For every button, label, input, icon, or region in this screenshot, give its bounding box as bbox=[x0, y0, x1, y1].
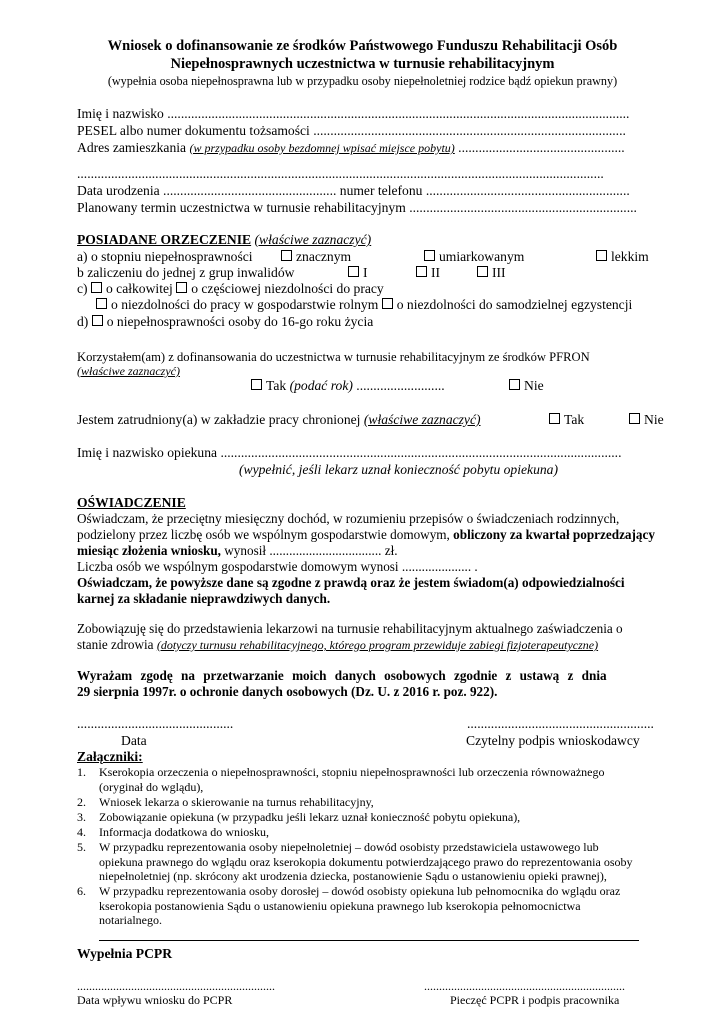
date-label: Data bbox=[121, 733, 147, 748]
address-hint: (w przypadku osoby bezdomnej wpisać miejsce pobytu) bbox=[189, 141, 455, 155]
applicant-signature-label: Czytelny podpis wnioskodawcy bbox=[466, 733, 640, 748]
pcpr-stamp-field[interactable]: ................................................................... bbox=[424, 979, 625, 993]
checkbox-gospodarstwo-rolne[interactable]: o niezdolności do pracy w gospodarstwie rolnym bbox=[96, 297, 378, 312]
checkbox-icon bbox=[629, 413, 640, 424]
checkbox-umiarkowanym[interactable]: umiarkowanym bbox=[424, 249, 524, 265]
name-field[interactable]: Imię i nazwisko ........................................................................................................................................ bbox=[77, 106, 630, 121]
prior-funding-hint: (właściwe zaznaczyć) bbox=[77, 364, 180, 378]
address-line2-field[interactable]: ........................................................................................................................................................... bbox=[77, 166, 604, 181]
checkbox-icon bbox=[477, 266, 488, 277]
address-dots: ................................................. bbox=[454, 140, 625, 155]
health-certificate-line1: Zobowiązuję się do przedstawienia lekarzowi na turnusie rehabilitacyjnym aktualnego zaświadczenia o bbox=[77, 621, 623, 636]
checkbox-employment-no[interactable]: Nie bbox=[629, 412, 664, 428]
child-disability-row: d) o niepełnosprawności osoby do 16-go roku życia bbox=[77, 314, 374, 329]
checkbox-icon bbox=[424, 250, 435, 261]
checkbox-lekkim[interactable]: lekkim bbox=[596, 249, 649, 265]
declaration-line2: podzielony przez liczbę osób we wspólnym gospodarstwie domowym, obliczony za kwartał poprzedzający bbox=[77, 527, 655, 542]
pesel-field[interactable]: PESEL albo numer dokumentu tożsamości ............................................................................................ bbox=[77, 123, 626, 138]
attachment-item: 6. W przypadku reprezentowania osoby dorosłej – dowód osobisty opiekuna lub pełnomocnika do wglądu oraz bbox=[77, 884, 621, 898]
declaration-heading: OŚWIADCZENIE bbox=[77, 495, 186, 510]
checkbox-icon bbox=[416, 266, 427, 277]
checkbox-samodzielnej-egzystencji[interactable]: o niezdolności do samodzielnej egzystencji bbox=[382, 297, 633, 312]
checkbox-icon bbox=[509, 379, 520, 390]
checkbox-icon bbox=[96, 298, 107, 309]
checkbox-icon bbox=[348, 266, 359, 277]
birth-phone-field[interactable]: Data urodzenia ................................................... numer telefonu ............................................................ bbox=[77, 183, 630, 198]
checkbox-icon bbox=[176, 282, 187, 293]
truth-declaration-line2: karnej za składanie nieprawdziwych danych. bbox=[77, 591, 331, 606]
consent-line2: 29 sierpnia 1997r. o ochronie danych osobowych (Dz. U. z 2016 r. poz. 922). bbox=[77, 684, 498, 699]
truth-declaration-line1: Oświadczam, że powyższe dane są zgodne z prawdą oraz że jestem świadom(a) odpowiedzialności bbox=[77, 575, 625, 590]
checkbox-czesciowej[interactable]: o częściowej niezdolności do pracy bbox=[176, 281, 384, 296]
separator-line bbox=[99, 940, 639, 941]
date-signature-field[interactable]: .............................................. bbox=[77, 716, 234, 731]
applicant-signature-field[interactable]: ....................................................... bbox=[467, 716, 654, 731]
attachment-item-cont: opiekuna prawnego do wglądu oraz kserokopia dokumentu potwierdzającego prawo do reprezentowania osoby bbox=[99, 855, 633, 869]
attachment-item-cont: notarialnego. bbox=[99, 913, 162, 927]
checkbox-icon bbox=[382, 298, 393, 309]
checkbox-icon bbox=[596, 250, 607, 261]
checkbox-prior-yes[interactable]: Tak (podać rok) .......................... bbox=[251, 378, 445, 394]
attachment-item: 1. Kserokopia orzeczenia o niepełnosprawności, stopniu niepełnosprawności lub orzeczenia równoważnego bbox=[77, 765, 605, 779]
attachment-item: 4. Informacja dodatkowa do wniosku, bbox=[77, 825, 269, 839]
attachment-item: 2. Wniosek lekarza o skierowanie na turnus rehabilitacyjny, bbox=[77, 795, 374, 809]
pcpr-date-field[interactable]: .................................................................. bbox=[77, 979, 275, 993]
checkbox-group-2[interactable]: II bbox=[416, 265, 440, 281]
attachment-item-cont: (oryginał do wglądu), bbox=[99, 780, 204, 794]
pcpr-date-label: Data wpływu wniosku do PCPR bbox=[77, 993, 233, 1007]
checkbox-znacznym[interactable]: znacznym bbox=[281, 249, 351, 265]
disability-heading: POSIADANE ORZECZENIE (właściwe zaznaczyć) bbox=[77, 232, 372, 247]
consent-line1: Wyrażam zgodę na przetwarzanie moich danych osobowych zgodnie z ustawą z dnia bbox=[77, 668, 607, 683]
household-count-field[interactable]: Liczba osób we wspólnym gospodarstwie domowym wynosi ..................... . bbox=[77, 559, 478, 574]
guardian-hint: (wypełnić, jeśli lekarz uznał konieczność pobytu opiekuna) bbox=[239, 462, 558, 477]
pcpr-heading: Wypełnia PCPR bbox=[77, 946, 173, 961]
form-title-line1: Wniosek o dofinansowanie ze środków Państwowego Funduszu Rehabilitacji Osób bbox=[107, 38, 618, 54]
checkbox-icon bbox=[281, 250, 292, 261]
checkbox-group-3[interactable]: III bbox=[477, 265, 506, 281]
attachment-item-cont: kserokopia postanowienia Sądu o ustanowieniu opiekuna prawnego lub kserokopia pełnomocnictwa bbox=[99, 899, 581, 913]
address-field[interactable] bbox=[77, 140, 625, 156]
checkbox-do-16-roku[interactable]: o niepełnosprawności osoby do 16-go roku życia bbox=[92, 314, 374, 329]
attachments-heading: Załączniki: bbox=[77, 749, 143, 764]
pcpr-stamp-label: Pieczęć PCPR i podpis pracownika bbox=[450, 993, 620, 1007]
prior-funding-text: Korzystałem(am) z dofinansowania do uczestnictwa w turnusie rehabilitacyjnym ze środków PFRON bbox=[77, 350, 590, 364]
checkbox-calkowitej[interactable]: o całkowitej bbox=[91, 281, 173, 296]
work-incapacity-row: c) o całkowitej o częściowej niezdolności do pracy bbox=[77, 281, 384, 296]
attachment-item-cont: niepełnoletniej (np. skrócony akt urodzenia dziecka, postanowienie Sądu o ustanowieniu opieki prawnej), bbox=[99, 869, 607, 883]
health-certificate-line2: stanie zdrowia (dotyczy turnusu rehabilitacyjnego, którego program przewiduje zabiegi fizjoterapeutyczne) bbox=[77, 637, 599, 652]
attachment-item: 5. W przypadku reprezentowania osoby niepełnoletniej – dowód osobisty przedstawiciela ustawowego lub bbox=[77, 840, 599, 854]
address-label: Adres zamieszkania bbox=[77, 140, 187, 155]
checkbox-prior-no[interactable]: Nie bbox=[509, 378, 544, 394]
checkbox-icon bbox=[251, 379, 262, 390]
declaration-line1: Oświadczam, że przeciętny miesięczny dochód, w rozumieniu przepisów o świadczeniach rodzinnych, bbox=[77, 511, 620, 526]
income-field[interactable]: miesiąc złożenia wniosku, wynosił .................................. zł. bbox=[77, 543, 398, 558]
guardian-name-field[interactable]: Imię i nazwisko opiekuna ...................................................................................................................... bbox=[77, 445, 622, 460]
form-title-line2: Niepełnosprawnych uczestnictwa w turnusie rehabilitacyjnym bbox=[170, 56, 555, 72]
checkbox-icon bbox=[549, 413, 560, 424]
checkbox-icon bbox=[91, 282, 102, 293]
attachment-item: 3. Zobowiązanie opiekuna (w przypadku jeśli lekarz uznał konieczność pobytu opiekuna), bbox=[77, 810, 521, 824]
checkbox-group-1[interactable]: I bbox=[348, 265, 368, 281]
planned-date-field[interactable]: Planowany termin uczestnictwa w turnusie rehabilitacyjnym ................................................................... bbox=[77, 200, 637, 215]
employment-text: Jestem zatrudniony(a) w zakładzie pracy chronionej (właściwe zaznaczyć) bbox=[77, 412, 481, 427]
disability-degree-label: a) o stopniu niepełnosprawności bbox=[77, 249, 253, 264]
form-note: (wypełnia osoba niepełnosprawna lub w przypadku osoby niepełnoletniej rodzice bądź opiekun prawny) bbox=[107, 74, 618, 88]
farm-incapacity-row bbox=[96, 297, 632, 313]
checkbox-employment-yes[interactable]: Tak bbox=[549, 412, 584, 428]
invalid-group-label: b zaliczeniu do jednej z grup inwalidów bbox=[77, 265, 295, 280]
checkbox-icon bbox=[92, 315, 103, 326]
